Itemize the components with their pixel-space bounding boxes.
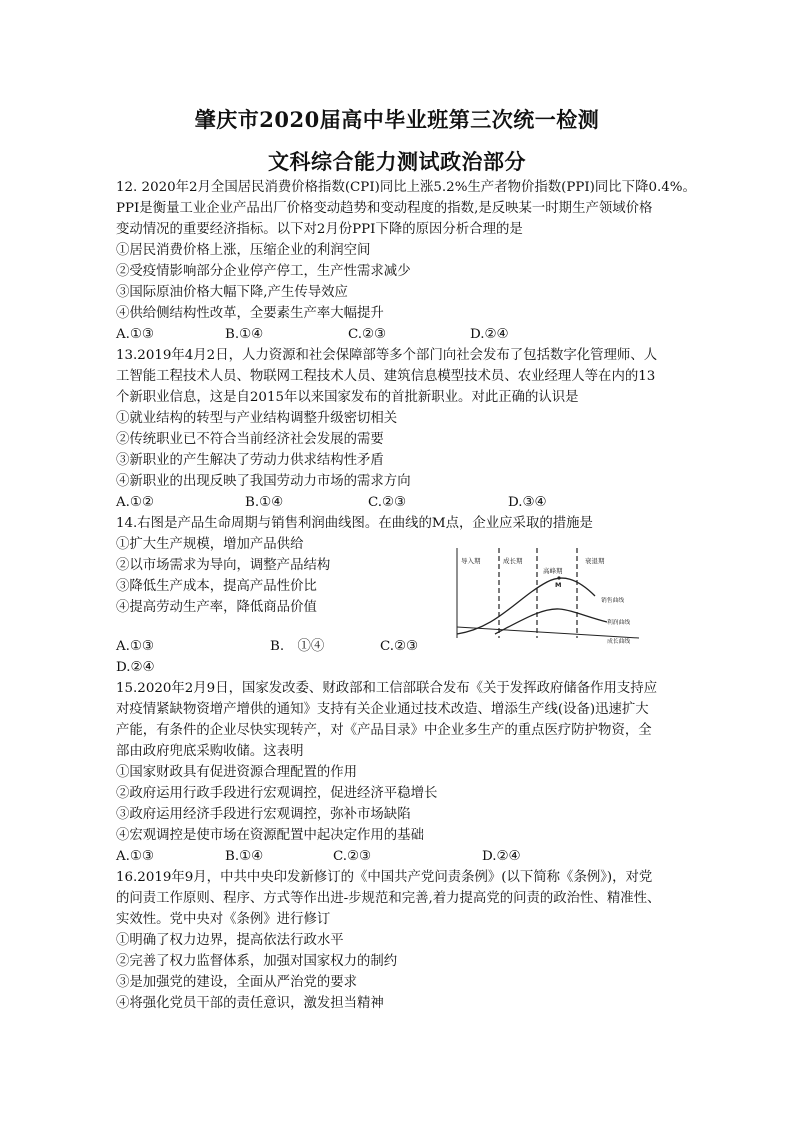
time-baseline: [457, 627, 639, 638]
phase-label-peak: 高峰期: [543, 567, 563, 575]
point-m-label: M: [555, 581, 562, 589]
q12-item: ④供给侧结构性改革，全要素生产率大幅提升: [116, 306, 384, 321]
q12-stem-line: 12. 2020年2月全国居民消费价格指数(CPI)同比上涨5.2%生产者物价指数(PPI)同比下降0.4%。: [116, 180, 696, 195]
q16-stem-line: 16.2019年9月，中共中央印发新修订的《中国共产党问责条例》(以下简称《条例》)，对党: [116, 870, 653, 885]
sales-curve: [457, 578, 595, 634]
q15-option-b: B.①④: [225, 849, 264, 864]
q12-item: ②受疫情影响部分企业停产停工，生产性需求减少: [116, 264, 411, 279]
q15-stem-line: 15.2020年2月9日，国家发改委、财政部和工信部联合发布《关于发挥政府储备作用支持应: [116, 681, 658, 696]
q14-item: ③降低生产成本，提高产品性价比: [116, 579, 317, 594]
q14-item: ①扩大生产规模，增加产品供给: [116, 537, 304, 552]
q15-stem-line: 对疫情紧缺物资增产增供的通知》支持有关企业通过技术改造、增添生产线(设备)迅速扩大: [116, 702, 649, 717]
q15-stem-line: 产能，有条件的企业尽快实现转产，对《产品目录》中企业多生产的重点医疗防护物资，全: [116, 723, 652, 738]
q12-item: ③国际原油价格大幅下降,产生传导效应: [116, 285, 348, 300]
q13-stem-line: 工智能工程技术人员、物联网工程技术人员、建筑信息模型技术员、农业经理人等在内的13: [116, 369, 656, 384]
q12-option-c: C.②③: [348, 327, 387, 342]
q12-stem-line: 变动情况的重要经济指标。以下对2月份PPI下降的原因分析合理的是: [116, 222, 523, 237]
phase-label-decline: 衰退期: [585, 557, 605, 565]
q14-option-c: C.②③: [380, 639, 419, 654]
q14-option-a: A.①③: [116, 639, 154, 654]
q15-item: ④宏观调控是使市场在资源配置中起决定作用的基础: [116, 828, 424, 843]
q14-stem: 14.右图是产品生命周期与销售利润曲线图。在曲线的M点，企业应采取的措施是: [116, 516, 593, 531]
q14-option-d: D.②④: [116, 660, 155, 675]
q15-option-a: A.①③: [116, 849, 154, 864]
q15-item: ②政府运用行政手段进行宏观调控，促进经济平稳增长: [116, 786, 438, 801]
sales-curve-label: 销售曲线: [601, 598, 625, 604]
point-m-marker: [557, 576, 560, 579]
q14-item: ②以市场需求为导向，调整产品结构: [116, 558, 331, 573]
q16-stem-line: 的问责工作原则、程序、方式等作出进-步规范和完善,着力提高党的问责的政治性、精准性、: [116, 891, 661, 906]
q13-stem-line: 个新职业信息，这是自2015年以来国家发布的首批新职业。对此正确的认识是: [116, 390, 579, 405]
q13-option-c: C.②③: [368, 495, 407, 510]
q12-option-a: A.①③: [116, 327, 154, 342]
profit-curve-label: 利润曲线: [607, 620, 631, 626]
q15-item: ①国家财政具有促进资源合理配置的作用: [116, 765, 358, 780]
q15-option-c: C.②③: [333, 849, 372, 864]
q13-item: ③新职业的产生解决了劳动力供求结构性矛盾: [116, 453, 384, 468]
q16-item: ①明确了权力边界，提高依法行政水平: [116, 933, 344, 948]
q13-item: ②传统职业已不符合当前经济社会发展的需要: [116, 432, 384, 447]
q14-option-b: B. ①④: [270, 639, 325, 654]
q12-option-b: B.①④: [225, 327, 264, 342]
q16-item: ④将强化党员干部的责任意识，激发担当精神: [116, 996, 384, 1011]
q14-item: ④提高劳动生产率，降低商品价值: [116, 600, 317, 615]
phase-label-intro: 导入期: [461, 557, 481, 565]
q12-option-d: D.②④: [470, 327, 509, 342]
time-curve-label: 成长曲线: [607, 639, 631, 645]
q13-item: ①就业结构的转型与产业结构调整升级密切相关: [116, 411, 398, 426]
q16-item: ③是加强党的建设，全面从严治党的要求: [116, 975, 358, 990]
product-lifecycle-chart: [437, 542, 649, 646]
exam-subtitle: 文科综合能力测试政治部分: [268, 149, 526, 174]
q13-stem-line: 13.2019年4月2日，人力资源和社会保障部等多个部门向社会发布了包括数字化管理师、人: [116, 348, 658, 363]
q12-stem-line: PPI是衡量工业企业产品出厂价格变动趋势和变动程度的指数,是反映某一时期生产领域价格: [116, 201, 653, 216]
exam-title: 肇庆市2020届高中毕业班第三次统一检测: [194, 107, 600, 132]
q13-option-a: A.①②: [116, 495, 154, 510]
phase-label-growth: 成长期: [503, 557, 523, 565]
q15-option-d: D.②④: [482, 849, 521, 864]
q13-item: ④新职业的出现反映了我国劳动力市场的需求方向: [116, 474, 411, 489]
q15-item: ③政府运用经济手段进行宏观调控，弥补市场缺陷: [116, 807, 411, 822]
q13-option-d: D.③④: [508, 495, 547, 510]
q13-option-b: B.①④: [245, 495, 284, 510]
q12-item: ①居民消费价格上涨，压缩企业的利润空间: [116, 243, 371, 258]
q16-stem-line: 实效性。党中央对《条例》进行修订: [116, 912, 331, 927]
q15-stem-line: 部由政府兜底采购收储。这表明: [116, 744, 304, 759]
q16-item: ②完善了权力监督体系，加强对国家权力的制约: [116, 954, 398, 969]
